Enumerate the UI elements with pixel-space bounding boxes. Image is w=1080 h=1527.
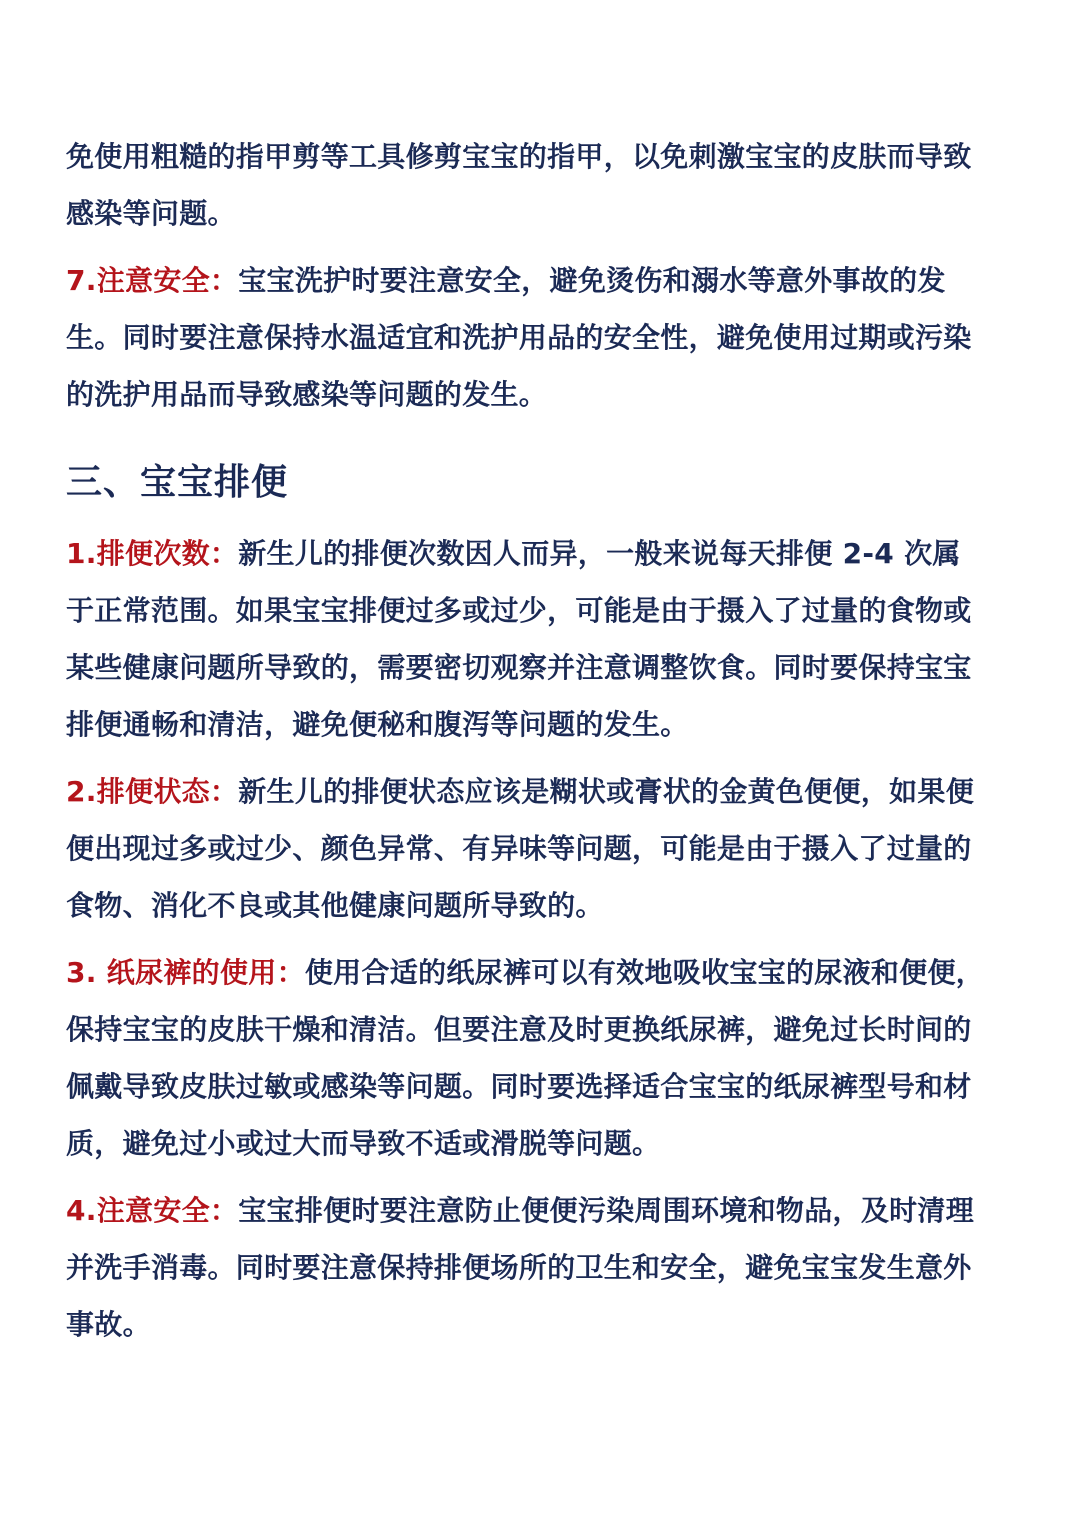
section-heading: 三、宝宝排便 xyxy=(66,462,289,503)
section-item-3-text: 使用合适的纸尿裤可以有效地吸收宝宝的尿液和便便，保持宝宝的皮肤干燥和清洁。但要注意及时更换纸尿裤，避免过长时间的佩戴导致皮肤过敏或感染等问题。同时要选择适合宝宝的纸尿裤型号和材质，避免过小或过大而导致不适或滑脱等问题。 xyxy=(66,956,985,1160)
item-7-text: 宝宝洗护时要注意安全，避免烫伤和溺水等意外事故的发生。同时要注意保持水温适宜和洗护用品的安全性，避免使用过期或污染的洗护用品而导致感染等问题的发生。 xyxy=(66,264,972,411)
section-item-3 xyxy=(66,944,986,1172)
document-body xyxy=(66,128,986,1363)
item-7-label: 7.注意安全： xyxy=(66,264,239,297)
intro-paragraph xyxy=(66,128,986,242)
section-item-4-text: 宝宝排便时要注意防止便便污染周围环境和物品，及时清理并洗手消毒。同时要注意保持排便场所的卫生和安全，避免宝宝发生意外事故。 xyxy=(66,1194,975,1341)
section-item-3-label: 3. 纸尿裤的使用： xyxy=(66,956,305,989)
section-item-2-label: 2.排便状态： xyxy=(66,775,239,808)
section-item-1-label: 1.排便次数： xyxy=(66,537,239,570)
section-item-4 xyxy=(66,1182,986,1353)
item-7-paragraph xyxy=(66,252,986,423)
section-item-2-text: 新生儿的排便状态应该是糊状或膏状的金黄色便便，如果便便出现过多或过少、颜色异常、有异味等问题，可能是由于摄入了过量的食物、消化不良或其他健康问题所导致的。 xyxy=(66,775,975,922)
section-item-1-text: 新生儿的排便次数因人而异，一般来说每天排便 2-4 次属于正常范围。如果宝宝排便过多或过少，可能是由于摄入了过量的食物或某些健康问题所导致的，需要密切观察并注意调整饮食。同时要保持宝宝排便通畅和清洁，避免便秘和腹泻等问题的发生。 xyxy=(66,537,972,741)
section-item-2 xyxy=(66,763,986,934)
section-item-1 xyxy=(66,525,986,753)
section-item-4-label: 4.注意安全： xyxy=(66,1194,239,1227)
intro-text: 免使用粗糙的指甲剪等工具修剪宝宝的指甲，以免刺激宝宝的皮肤而导致感染等问题。 xyxy=(66,140,972,230)
